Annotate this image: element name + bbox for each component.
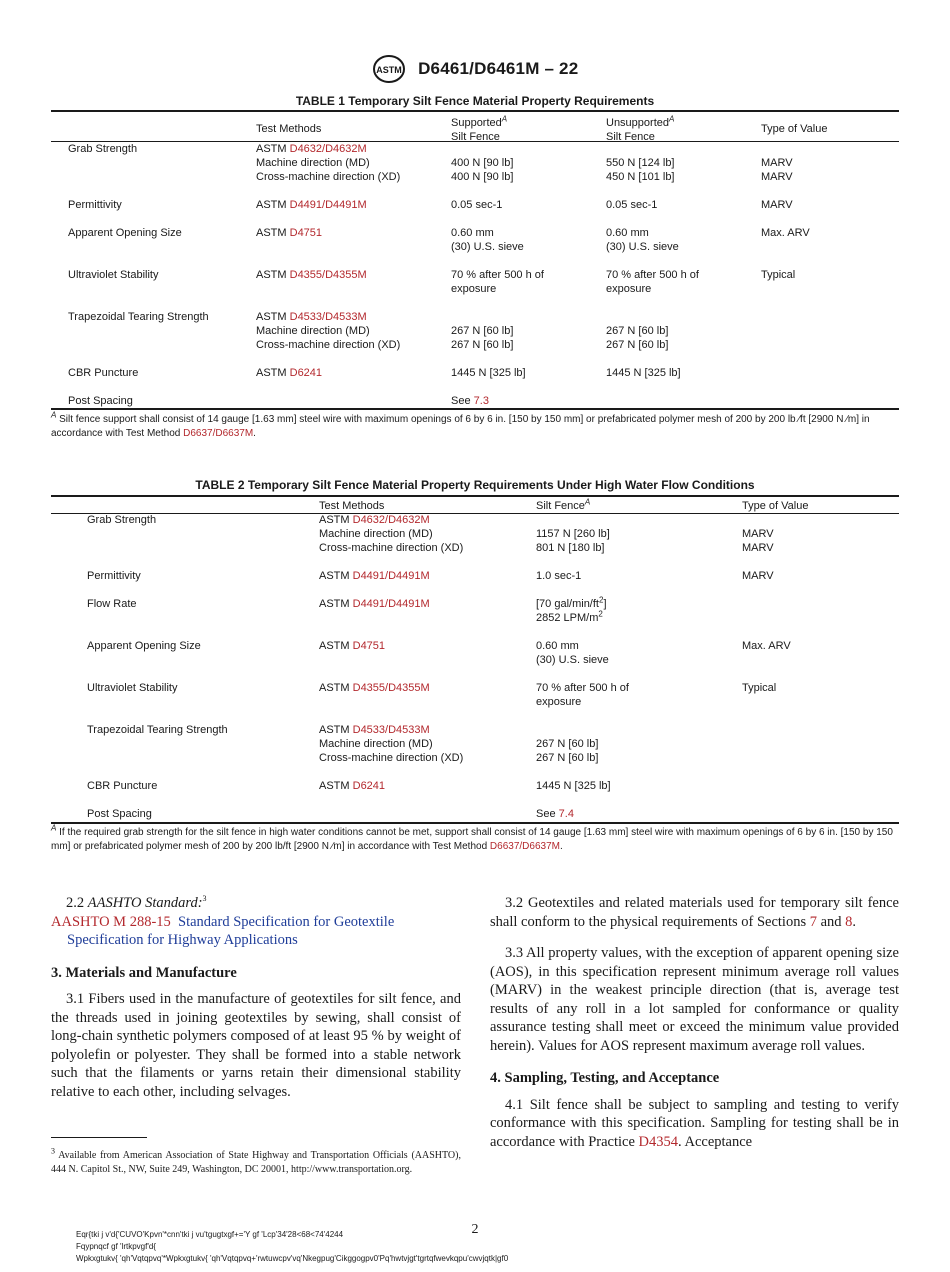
table2-aos-type: Max. ARV [742, 640, 791, 652]
table1-aos-unsupported: 0.60 mm (30) U.S. sieve [606, 227, 679, 253]
link-d4533[interactable]: D4533/D4533M [289, 311, 367, 323]
link-aashto-title[interactable]: Standard Specification for Geotextile Specification for Highway Applications [67, 913, 395, 948]
table1-tear-method: ASTM D4533/D4533M [256, 311, 367, 323]
table2-flow-method: ASTM D4491/D4491M [319, 598, 430, 610]
right-column [490, 894, 899, 1151]
link-d6241[interactable]: D6241 [289, 367, 323, 379]
table1-tear-md-unsupported: 267 N [60 lb] [606, 325, 669, 337]
link-d4355[interactable]: D4355/D4355M [352, 682, 430, 694]
table1-grab-xd: Cross-machine direction (XD) [256, 171, 401, 183]
link-aashto-m288[interactable]: AASHTO M 288-15 [51, 913, 171, 930]
table1-tear-xd-supported: 267 N [60 lb] [451, 339, 514, 351]
table2-header-type: Type of Value [742, 500, 809, 512]
table2-perm-method: ASTM D4491/D4491M [319, 570, 430, 582]
link-d4491[interactable]: D4491/D4491M [352, 570, 430, 582]
table1-grab-xd-type: MARV [761, 171, 793, 183]
table1-grab-method: ASTM D4632/D4632M [256, 143, 367, 155]
table1-post-property: Post Spacing [68, 395, 133, 407]
footnote-rule [51, 1137, 147, 1138]
license-line-1: Eqr{tki j v'd{'CUVO'Kpvn'*cnn'tki j vu'tgugtxgf+='Y gf 'Lcp'34'28<68<74'4244 [76, 1230, 344, 1239]
table1-header-unsupported: Unsupported$^A$ Silt Fence [606, 114, 675, 143]
table1-uv-supported: 70 % after 500 h of exposure [451, 269, 544, 295]
link-d4491-flow[interactable]: D4491/D4491M [352, 598, 430, 610]
table2-header-rule [51, 513, 899, 514]
footnote-3: $^3$ Available from American Association of State Highway and Transportation Officials (AASHTO), 444 N. Capitol St., NW, Suite 249, Washington, DC 20001, http://www.transportation.org. [51, 1146, 461, 1175]
table2-grab-method: ASTM D4632/D4632M [319, 514, 430, 526]
table2-grab-xd-value: 801 N [180 lb] [536, 542, 605, 554]
table2-uv-type: Typical [742, 682, 777, 694]
table2-cbr-property: CBR Puncture [87, 780, 158, 792]
table1-perm-method: ASTM D4491/D4491M [256, 199, 367, 211]
table2-flow-property: Flow Rate [87, 598, 137, 610]
license-line-2: Fqypnqcf gf 'lrtkpvgf'd{ [76, 1242, 156, 1251]
license-line-3: Wpkxgtukv{ 'qh'Vqtqpvq'*Wpkxgtukv{ 'qh'Vqtqpvq+'rwtuwcpv'vq'Nkegpug'Cikggogpv0'Pq'hwtvjgt'tgrtqfwevkqpu'cwvjqtk|gf0 [76, 1254, 509, 1263]
table2-aos-property: Apparent Opening Size [87, 640, 201, 652]
table1-aos-supported: 0.60 mm (30) U.S. sieve [451, 227, 524, 253]
section-4-1-text: 4.1 Silt fence shall be subject to sampling and testing to verify conformance with this specification. Sampling for testing shall be in accordance with Practice D4354. Acceptance [490, 1096, 899, 1150]
link-d4354[interactable]: D4354 [638, 1133, 679, 1150]
table2-perm-property: Permittivity [87, 570, 141, 582]
document-id: D6461/D6461M – 22 [418, 59, 579, 78]
table2-footnote: $^A$ If the required grab strength for the silt fence in high water conditions cannot be met, support shall consist of 14 gauge [1.63 mm] steel wire with maximum openings of 6 by 6 in. [150 by 150 mm] or prefabricated polymer mesh of 200 by 200 lb/ft [2900 N ⁄m] in accordance with Test Method D6637/D6637M. [51, 823, 893, 852]
aashto-reference [51, 913, 461, 950]
table1-cbr-method: ASTM D6241 [256, 367, 323, 379]
link-section-8[interactable]: 8 [845, 913, 853, 930]
table1-grab-xd-supported: 400 N [90 lb] [451, 171, 514, 183]
link-d6637[interactable]: D6637/D6637M [183, 428, 254, 439]
section-4-heading: 4. Sampling, Testing, and Acceptance [490, 1070, 720, 1086]
table1-perm-supported: 0.05 sec-1 [451, 199, 503, 211]
table2-cbr-method: ASTM D6241 [319, 780, 386, 792]
table2-tear-xd: Cross-machine direction (XD) [319, 752, 464, 764]
link-d6241[interactable]: D6241 [352, 780, 386, 792]
link-d4533[interactable]: D4533/D4533M [352, 724, 430, 736]
table1-tear-xd-unsupported: 267 N [60 lb] [606, 339, 669, 351]
link-section-7[interactable]: 7 [809, 913, 817, 930]
table2-header-silt-fence: Silt Fence$^A$ [536, 497, 591, 512]
table1-tear-md: Machine direction (MD) [256, 325, 370, 337]
section-3-2-text: 3.2 Geotextiles and related materials used for temporary silt fence shall conform to the physical requirements of Sections 7 and 8. [490, 895, 899, 930]
table1-tear-property: Trapezoidal Tearing Strength [68, 311, 209, 323]
table1-uv-property: Ultraviolet Stability [68, 269, 159, 281]
link-section-7-3[interactable]: 7.3 [473, 395, 489, 407]
table1-header-supported: Supported$^A$ Silt Fence [451, 114, 508, 143]
astm-logo-icon [372, 54, 406, 84]
table1-perm-property: Permittivity [68, 199, 122, 211]
table1-cbr-unsupported: 1445 N [325 lb] [606, 367, 681, 379]
link-d4632[interactable]: D4632/D4632M [289, 143, 367, 155]
table2-tear-method: ASTM D4533/D4533M [319, 724, 430, 736]
table2-cbr-value: 1445 N [325 lb] [536, 780, 611, 792]
table1-perm-type: MARV [761, 199, 793, 211]
table1-grab-md-unsupported: 550 N [124 lb] [606, 157, 675, 169]
table1-perm-unsupported: 0.05 sec-1 [606, 199, 658, 211]
table2-bottom-rule [51, 822, 899, 824]
table2-aos-method: ASTM D4751 [319, 640, 386, 652]
table2-tear-property: Trapezoidal Tearing Strength [87, 724, 228, 736]
table2-grab-xd: Cross-machine direction (XD) [319, 542, 464, 554]
table1-grab-md-type: MARV [761, 157, 793, 169]
section-3-1-text: 3.1 Fibers used in the manufacture of geotextiles for silt fence, and the threads used in joining geotextiles by sewing, shall consist of long-chain synthetic polymers composed of at least 95 % by weight of polyolefin or polyester. They shall be formed into a stable network such that the filaments or yarns retain their dimensional stability relative to each other, including selvages. [51, 991, 461, 1100]
table2-grab-md: Machine direction (MD) [319, 528, 433, 540]
link-d4751[interactable]: D4751 [352, 640, 386, 652]
section-3-3-text: 3.3 All property values, with the exception of apparent opening size (AOS), in this specification represent minimum average roll values (MARV) in the weakest principle direction (that is, average test results of any roll in a lot sampled for conformance or quality assurance testing shall meet or exceed the minimum value provided herein). Values for AOS represent maximum average roll values. [490, 945, 899, 1054]
table1-uv-type: Typical [761, 269, 796, 281]
table2-header-test-methods: Test Methods [319, 500, 385, 512]
link-d4632[interactable]: D4632/D4632M [352, 514, 430, 526]
table1-tear-md-supported: 267 N [60 lb] [451, 325, 514, 337]
table2-grab-md-value: 1157 N [260 lb] [536, 528, 610, 540]
table1-uv-unsupported: 70 % after 500 h of exposure [606, 269, 699, 295]
page-number: 2 [471, 1222, 479, 1237]
table1-title: TABLE 1 Temporary Silt Fence Material Property Requirements [295, 94, 655, 108]
section-2-2-heading: 2.2 AASHTO Standard:$^3$ [66, 894, 207, 911]
table2-tear-md-value: 267 N [60 lb] [536, 738, 599, 750]
table2-grab-property: Grab Strength [87, 514, 157, 526]
table1-top-rule [51, 110, 899, 112]
table2-grab-md-type: MARV [742, 528, 774, 540]
table2-uv-method: ASTM D4355/D4355M [319, 682, 430, 694]
table2-post-value: See 7.4 [536, 808, 574, 820]
table2-aos-value: 0.60 mm (30) U.S. sieve [536, 640, 609, 666]
table1-header-type: Type of Value [761, 123, 828, 135]
table1-footnote: $^A$ Silt fence support shall consist of 14 gauge [1.63 mm] steel wire with maximum openings of 6 by 6 in. [150 by 150 mm] or prefabricated polymer mesh of 200 by 200 lb ⁄ft [2900 N ⁄m] in accordance with Test Method D6637/D6637M. [51, 410, 870, 439]
table2 [51, 495, 899, 825]
table1-bottom-rule [51, 408, 899, 410]
table2-top-rule [51, 495, 899, 497]
table1-cbr-property: CBR Puncture [68, 367, 139, 379]
table2-tear-md: Machine direction (MD) [319, 738, 433, 750]
table1-grab-xd-unsupported: 450 N [101 lb] [606, 171, 675, 183]
section-3-heading: 3. Materials and Manufacture [51, 964, 237, 981]
table2-flow-value: [70 gal/$\min/ft^2$] 2852 LPM/$m^2$ [536, 595, 607, 624]
table1-tear-xd: Cross-machine direction (XD) [256, 339, 401, 351]
link-d4751[interactable]: D4751 [289, 227, 323, 239]
table2-grab-xd-type: MARV [742, 542, 774, 554]
link-d6637[interactable]: D6637/D6637M [489, 841, 560, 852]
table1-post-value: See 7.3 [451, 395, 489, 407]
table1-grab-md: Machine direction (MD) [256, 157, 370, 169]
table2-perm-value: 1.0 sec-1 [536, 570, 582, 582]
table2-perm-type: MARV [742, 570, 774, 582]
link-d4491[interactable]: D4491/D4491M [289, 199, 367, 211]
left-column [51, 894, 461, 1101]
svg-text:ASTM: ASTM [375, 65, 402, 75]
table1-grab-property: Grab Strength [68, 143, 138, 155]
link-d4355[interactable]: D4355/D4355M [289, 269, 367, 281]
table1-header-test-methods: Test Methods [256, 123, 322, 135]
table1 [51, 110, 899, 410]
table1-aos-type: Max. ARV [761, 227, 810, 239]
page-header [0, 54, 950, 84]
table1-aos-method: ASTM D4751 [256, 227, 323, 239]
table2-tear-xd-value: 267 N [60 lb] [536, 752, 599, 764]
table2-uv-property: Ultraviolet Stability [87, 682, 178, 694]
table1-cbr-supported: 1445 N [325 lb] [451, 367, 526, 379]
table1-uv-method: ASTM D4355/D4355M [256, 269, 367, 281]
link-section-7-4[interactable]: 7.4 [558, 808, 574, 820]
table2-title: TABLE 2 Temporary Silt Fence Material Property Requirements Under High Water Flow Conditions [195, 478, 755, 492]
table1-grab-md-supported: 400 N [90 lb] [451, 157, 514, 169]
table1-aos-property: Apparent Opening Size [68, 227, 182, 239]
table2-post-property: Post Spacing [87, 808, 152, 820]
table1-header-rule [51, 141, 899, 142]
table2-uv-value: 70 % after 500 h of exposure [536, 682, 629, 708]
